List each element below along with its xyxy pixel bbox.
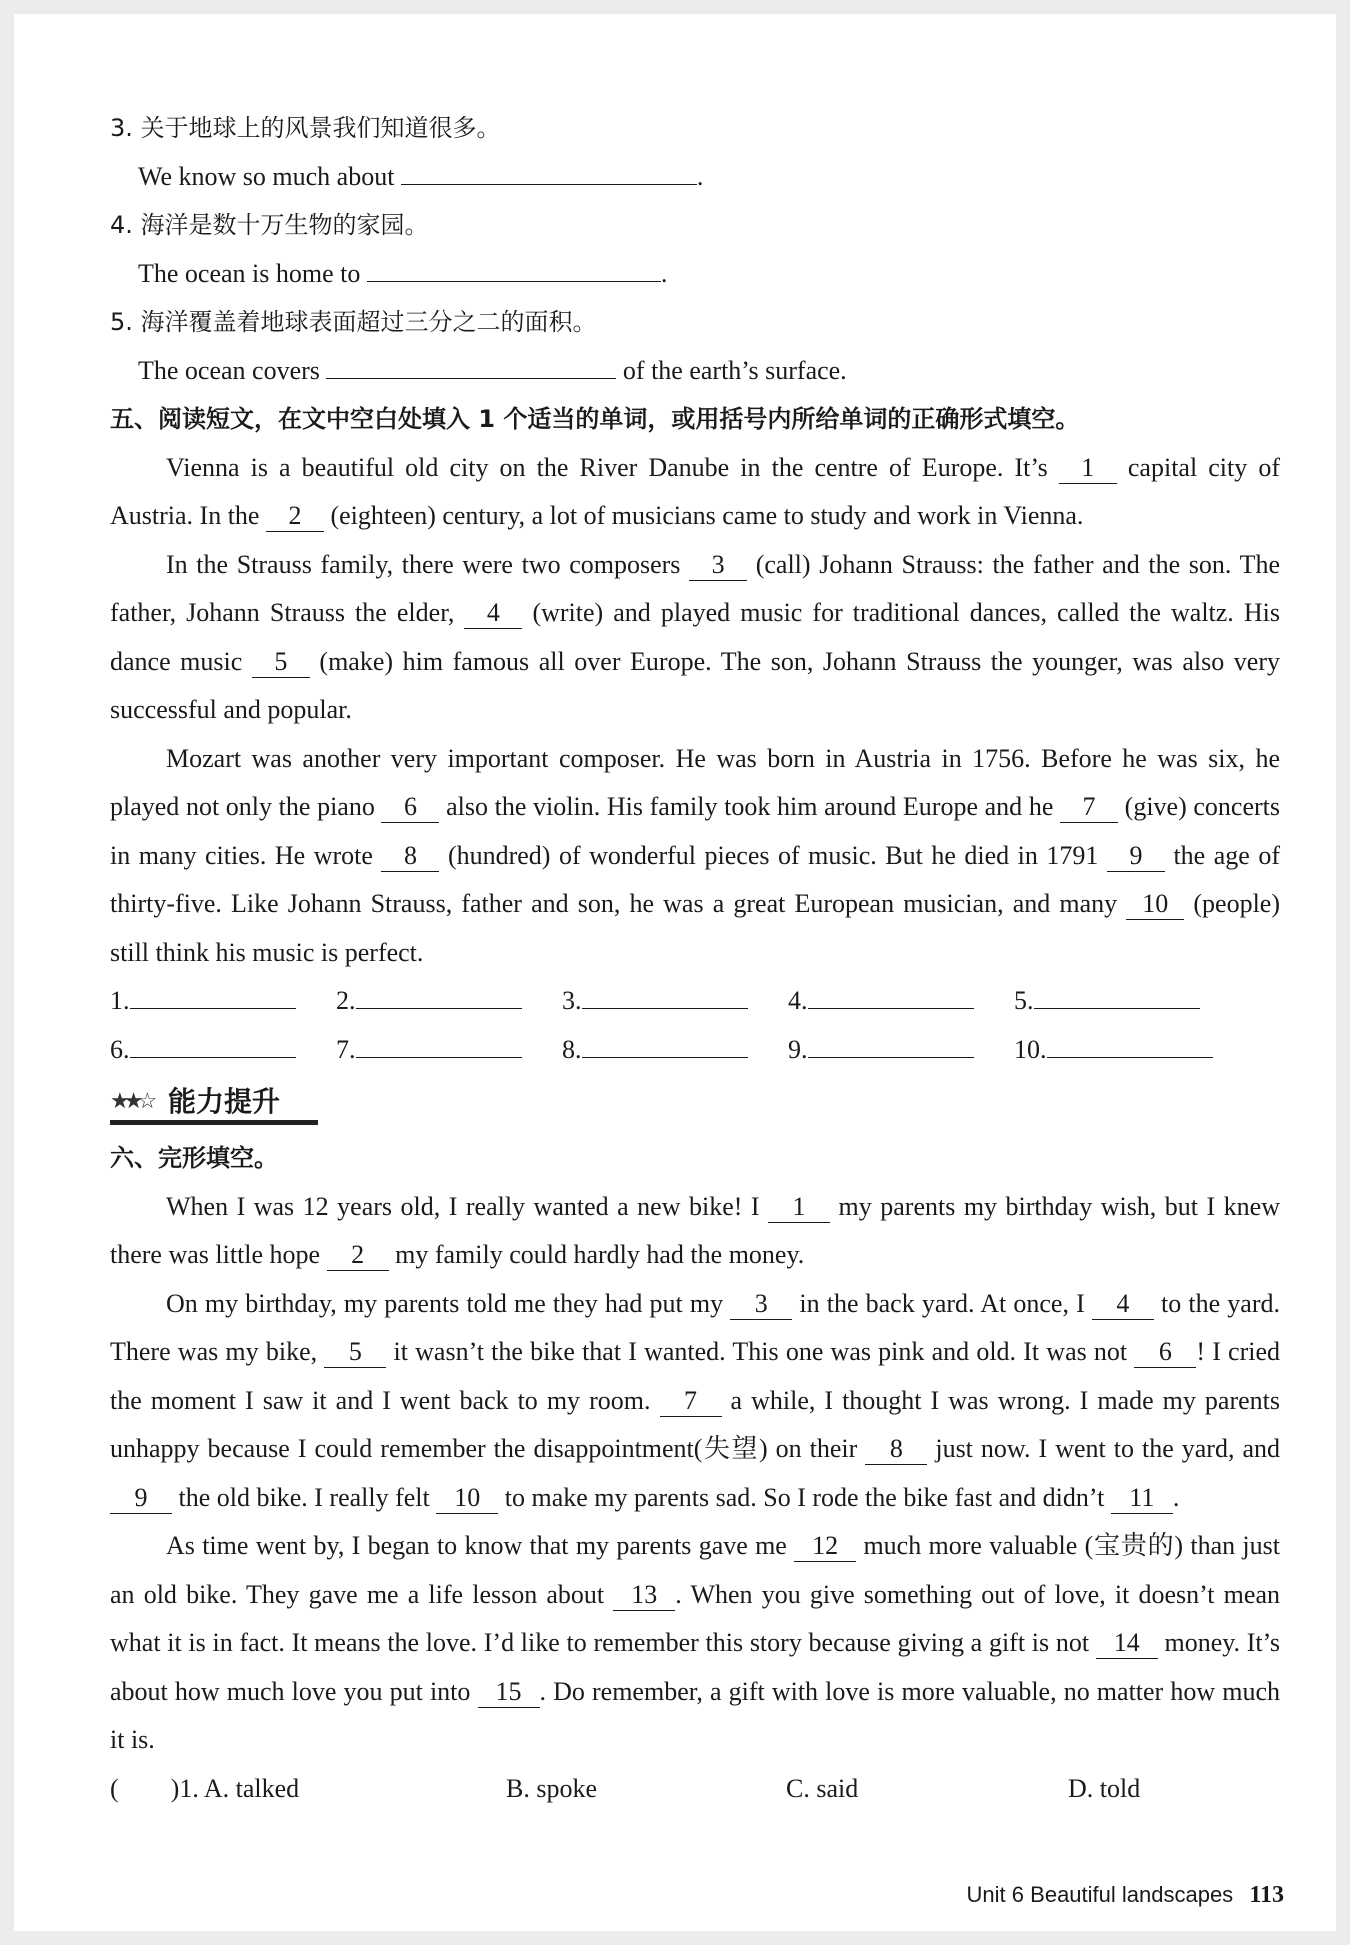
blank-13[interactable]: 13: [613, 1580, 675, 1611]
section-5-heading: 五、阅读短文，在文中空白处填入 1 个适当的单词，或用括号内所给单词的正确形式填空。: [110, 405, 1080, 433]
passage-text: .: [1172, 1482, 1180, 1512]
page-footer: [14, 1882, 1284, 1909]
blank-6[interactable]: 6: [1134, 1337, 1196, 1368]
passage-text: . Do remember, a gift with love is more valuable, no matter how much it is.: [110, 1676, 1280, 1754]
section-5-paragraph-3: [110, 735, 1280, 978]
blank-5[interactable]: 5: [324, 1337, 386, 1368]
answer-row-2: [110, 1026, 1280, 1075]
answer-number: 4.: [788, 986, 808, 1015]
answer-number: 2.: [336, 986, 356, 1015]
answer-number: 5.: [1014, 986, 1034, 1015]
translation-item-5-zh: 5. 海洋覆盖着地球表面超过三分之二的面积。: [110, 308, 597, 336]
answer-slot[interactable]: [110, 1026, 336, 1075]
blank-4[interactable]: 4: [464, 598, 522, 629]
blank-8[interactable]: 8: [865, 1434, 927, 1465]
blank-7[interactable]: 7: [660, 1386, 722, 1417]
answer-slot[interactable]: [562, 1026, 788, 1075]
answer-number: 6.: [110, 1034, 130, 1064]
option-d[interactable]: D. told: [1068, 1773, 1141, 1803]
passage-text: my family could hardly had the money.: [388, 1240, 805, 1269]
answer-slot[interactable]: [336, 1026, 562, 1075]
passage-text: in the back yard. At once, I: [792, 1288, 1092, 1318]
blank-15[interactable]: 15: [478, 1677, 540, 1708]
footer-title: Beautiful landscapes: [1030, 1882, 1234, 1907]
blank-4[interactable]: 4: [1092, 1289, 1154, 1320]
blank-6[interactable]: 6: [381, 792, 439, 823]
blank-2[interactable]: 2: [266, 501, 324, 532]
passage-text: . When you give something out of love, it doesn’t mean what it is in fact. It means the love. I’d like to remember this story because giving a gift is not: [110, 1579, 1280, 1657]
blank-10[interactable]: 10: [436, 1483, 498, 1514]
section-banner: [110, 1076, 1280, 1128]
passage-text: Mozart was another very important composer. He was born in Austria in 1756. Before he was six, he played not only the piano: [110, 743, 1280, 821]
passage-text: Vienna is a beautiful old city on the River Danube in the centre of Europe. It’s: [166, 452, 1059, 482]
banner-underline: [110, 1120, 318, 1125]
passage-text: (eighteen) century, a lot of musicians came to study and work in Vienna.: [323, 501, 1084, 530]
passage-text: to make my parents sad. So I rode the bike fast and didn’t: [498, 1482, 1111, 1512]
passage-text: a while, I thought I was wrong. I made my parents unhappy because I could remember the disappointment(失望) on their: [110, 1385, 1281, 1463]
passage-text: As time went by, I began to know that my parents gave me: [166, 1531, 795, 1560]
answer-number: 8.: [562, 1034, 582, 1064]
blank-14[interactable]: 14: [1096, 1628, 1158, 1659]
passage-text: much more valuable (宝贵的) than just an old bike. They gave me a life lesson about: [110, 1531, 1280, 1609]
answer-line[interactable]: [808, 1035, 974, 1058]
answer-line[interactable]: [130, 1035, 296, 1058]
translation-item-3-zh: 3. 关于地球上的风景我们知道很多。: [110, 114, 501, 142]
blank-5[interactable]: 5: [252, 647, 310, 678]
translation-item-4-en: [110, 250, 1280, 299]
section-5-paragraph-2: [110, 541, 1280, 735]
answer-number: 9.: [788, 1034, 808, 1064]
blank-10[interactable]: 10: [1126, 889, 1184, 920]
answer-line[interactable]: [356, 1035, 522, 1058]
question-1-options: [110, 1765, 1280, 1814]
answer-blank[interactable]: [326, 378, 616, 379]
worksheet-page: [14, 14, 1336, 1931]
answer-slot[interactable]: [788, 1026, 1014, 1075]
answer-number: 1.: [110, 986, 130, 1015]
option-a[interactable]: ( )1. A. talked: [110, 1773, 300, 1803]
answer-blank[interactable]: [367, 281, 661, 282]
answer-slot[interactable]: [1014, 977, 1240, 1026]
passage-text: capital city of Austria. In the: [110, 452, 1281, 530]
passage-text: the old bike. I really felt: [172, 1482, 437, 1512]
answer-number: 7.: [336, 1034, 356, 1064]
passage-text: (make) him famous all over Europe. The son, Johann Strauss the younger, was also very successful and popular.: [110, 646, 1280, 724]
blank-1[interactable]: 1: [768, 1192, 830, 1223]
blank-3[interactable]: 3: [730, 1289, 792, 1320]
answer-slot[interactable]: [788, 977, 1014, 1026]
passage-text: (give) concerts in many cities. He wrote: [110, 792, 1280, 870]
section-5-paragraph-1: [110, 444, 1280, 541]
answer-slot[interactable]: [110, 977, 336, 1026]
sentence-end: .: [660, 258, 668, 288]
option-c[interactable]: C. said: [786, 1773, 859, 1803]
answer-slot[interactable]: [562, 977, 788, 1026]
sentence-start: We know so much about: [138, 161, 395, 191]
blank-9[interactable]: 9: [1107, 841, 1165, 872]
answer-number: 3.: [562, 986, 582, 1015]
passage-text: to the yard. There was my bike,: [110, 1288, 1281, 1366]
passage-text: On my birthday, my parents told me they had put my: [166, 1288, 731, 1318]
answer-slot[interactable]: [336, 977, 562, 1026]
footer-unit: Unit 6: [966, 1882, 1025, 1907]
blank-11[interactable]: 11: [1111, 1483, 1173, 1514]
answer-number: 10.: [1014, 1034, 1047, 1064]
passage-text: it wasn’t the bike that I wanted. This one was pink and old. It was not: [386, 1337, 1135, 1366]
translation-item-5-en: [110, 347, 1280, 396]
answer-line[interactable]: [808, 986, 974, 1009]
passage-text: (hundred) of wonderful pieces of music. But he died in 1791: [439, 840, 1107, 870]
answer-line[interactable]: [130, 986, 296, 1009]
translation-item-3-en: [110, 153, 1280, 202]
section-6-paragraph-2: [110, 1280, 1280, 1523]
page-number: 113: [1249, 1882, 1284, 1908]
blank-8[interactable]: 8: [381, 841, 439, 872]
answer-slot[interactable]: [1014, 1026, 1240, 1075]
answer-line[interactable]: [582, 986, 748, 1009]
sentence-end: of the earth’s surface.: [622, 355, 847, 385]
passage-text: the age of thirty-five. Like Johann Strauss, father and son, he was a great European musician, and many: [110, 840, 1280, 918]
passage-text: (call) Johann Strauss: the father and the son. The father, Johann Strauss the elder,: [110, 549, 1280, 627]
answer-line[interactable]: [356, 986, 522, 1009]
passage-text: (write) and played music for traditional dances, called the waltz. His dance music: [110, 598, 1280, 676]
passage-text: In the Strauss family, there were two composers: [166, 549, 690, 579]
answer-line[interactable]: [1047, 1035, 1213, 1058]
blank-12[interactable]: 12: [794, 1531, 856, 1562]
passage-text: my parents my birthday wish, but I knew there was little hope: [110, 1191, 1280, 1269]
translation-item-4-zh: 4. 海洋是数十万生物的家园。: [110, 211, 429, 239]
answer-line[interactable]: [1034, 986, 1200, 1009]
section-6-paragraph-1: [110, 1183, 1280, 1280]
blank-9[interactable]: 9: [110, 1483, 172, 1514]
passage-text: (people) still think his music is perfect.: [110, 889, 1280, 967]
sentence-start: The ocean is home to: [138, 258, 361, 288]
answer-blank[interactable]: [401, 184, 697, 185]
page-content: [110, 104, 1280, 1813]
stars-icon: ★★☆: [110, 1088, 152, 1113]
passage-text: also the violin. His family took him around Europe and he: [439, 792, 1061, 821]
passage-text: ! I cried the moment I saw it and I went back to my room.: [110, 1337, 1281, 1415]
blank-2[interactable]: 2: [327, 1240, 389, 1271]
passage-text: When I was 12 years old, I really wanted a new bike! I: [166, 1191, 769, 1221]
section-6-heading: 六、完形填空。: [110, 1144, 278, 1172]
passage-text: just now. I went to the yard, and: [927, 1434, 1281, 1463]
sentence-end: .: [696, 161, 704, 191]
answer-row-1: [110, 977, 1280, 1026]
blank-3[interactable]: 3: [689, 550, 747, 581]
section-6-paragraph-3: [110, 1522, 1280, 1765]
passage-text: money. It’s about how much love you put into: [110, 1628, 1280, 1706]
answer-line[interactable]: [582, 1035, 748, 1058]
banner-title: 能力提升: [168, 1085, 281, 1118]
blank-1[interactable]: 1: [1059, 453, 1117, 484]
blank-7[interactable]: 7: [1060, 792, 1118, 823]
option-b[interactable]: B. spoke: [506, 1773, 597, 1803]
sentence-start: The ocean covers: [138, 355, 320, 385]
